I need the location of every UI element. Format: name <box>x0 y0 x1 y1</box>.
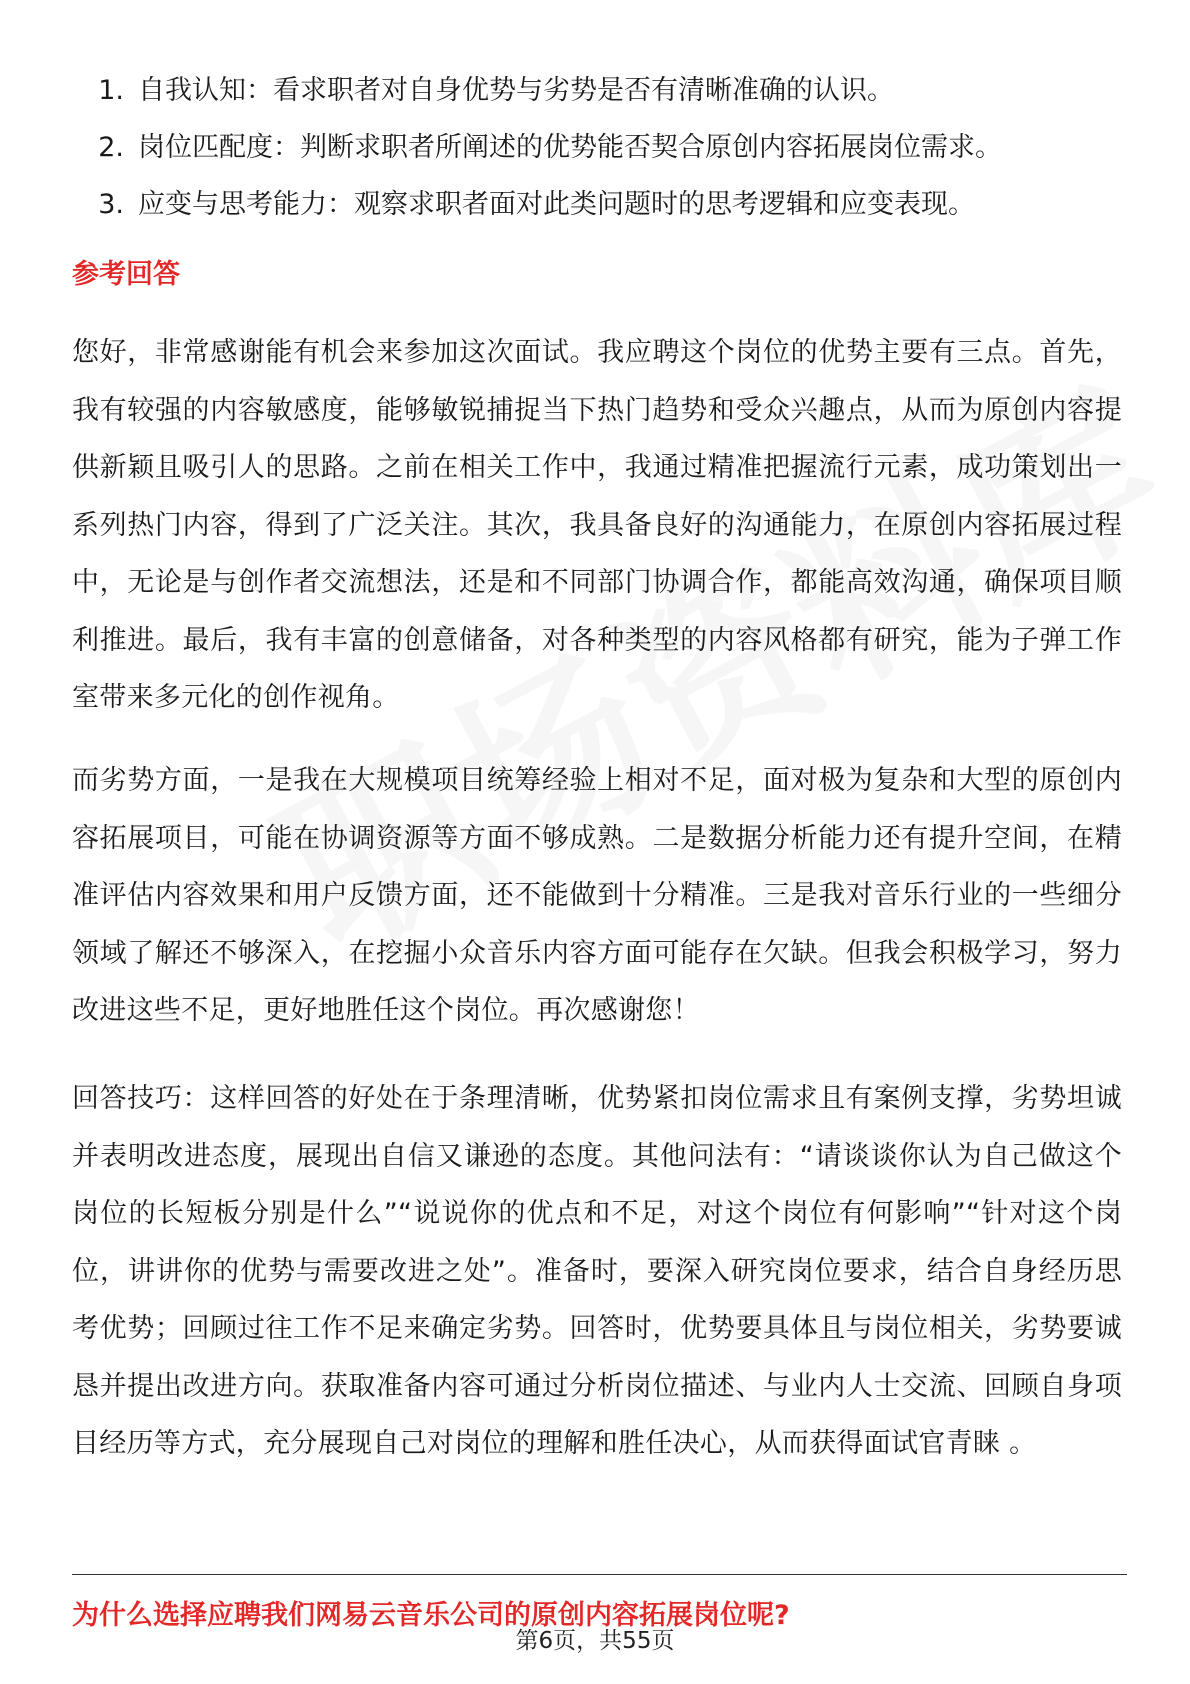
next-question-heading: 为什么选择应聘我们网易云音乐公司的原创内容拓展岗位呢? <box>72 1600 790 1631</box>
answer-paragraph-strengths: 您好，非常感谢能有机会来参加这次面试。我应聘这个岗位的优势主要有三点。首先，我有较强的内容敏感度，能够敏锐捕捉当下热门趋势和受众兴趣点，从而为原创内容提供新颖且吸引人的思路。之前在相关工作中，我通过精准把握流行元素，成功策划出一系列热门内容，得到了广泛关注。其次，我具备良好的沟通能力，在原创内容拓展过程中，无论是与创作者交流想法，还是和不同部门协调合作，都能高效沟通，确保项目顺利推进。最后，我有丰富的创意储备，对各种类型的内容风格都有研究，能为子弹工作室带来多元化的创作视角。 <box>72 337 1122 713</box>
criteria-number: 3. <box>98 189 124 220</box>
criteria-item <box>80 176 1120 233</box>
criteria-item <box>80 62 1120 119</box>
page-number: 第6页，共55页 <box>515 1628 675 1654</box>
criteria-text: 岗位匹配度：判断求职者所阐述的优势能否契合原创内容拓展岗位需求。 <box>138 132 1002 163</box>
criteria-number: 1. <box>98 75 124 106</box>
criteria-text: 自我认知：看求职者对自身优势与劣势是否有清晰准确的认识。 <box>138 75 894 106</box>
reference-answer-heading: 参考回答 <box>72 259 180 290</box>
criteria-text: 应变与思考能力：观察求职者面对此类问题时的思考逻辑和应变表现。 <box>138 189 975 220</box>
answer-paragraph-weaknesses: 而劣势方面，一是我在大规模项目统筹经验上相对不足，面对极为复杂和大型的原创内容拓展项目，可能在协调资源等方面不够成熟。二是数据分析能力还有提升空间，在精准评估内容效果和用户反馈方面，还不能做到十分精准。三是我对音乐行业的一些细分领域了解还不够深入，在挖掘小众音乐内容方面可能存在欠缺。但我会积极学习，努力改进这些不足，更好地胜任这个岗位。再次感谢您！ <box>72 765 1122 1026</box>
criteria-number: 2. <box>98 132 124 163</box>
section-divider <box>72 1574 1127 1575</box>
answer-tips-paragraph: 回答技巧：这样回答的好处在于条理清晰，优势紧扣岗位需求且有案例支撑，劣势坦诚并表明改进态度，展现出自信又谦逊的态度。其他问法有：“请谈谈你认为自己做这个岗位的长短板分别是什么”“说说你的优点和不足，对这个岗位有何影响”“针对这个岗位，讲讲你的优势与需要改进之处”。准备时，要深入研究岗位要求，结合自身经历思考优势；回顾过往工作不足来确定劣势。回答时，优势要具体且与岗位相关，劣势要诚恳并提出改进方向。获取准备内容可通过分析岗位描述、与业内人士交流、回顾自身项目经历等方式，充分展现自己对岗位的理解和胜任决心，从而获得面试官青睐 。 <box>72 1083 1122 1459</box>
evaluation-criteria-list <box>80 62 1120 233</box>
criteria-item <box>80 119 1120 176</box>
